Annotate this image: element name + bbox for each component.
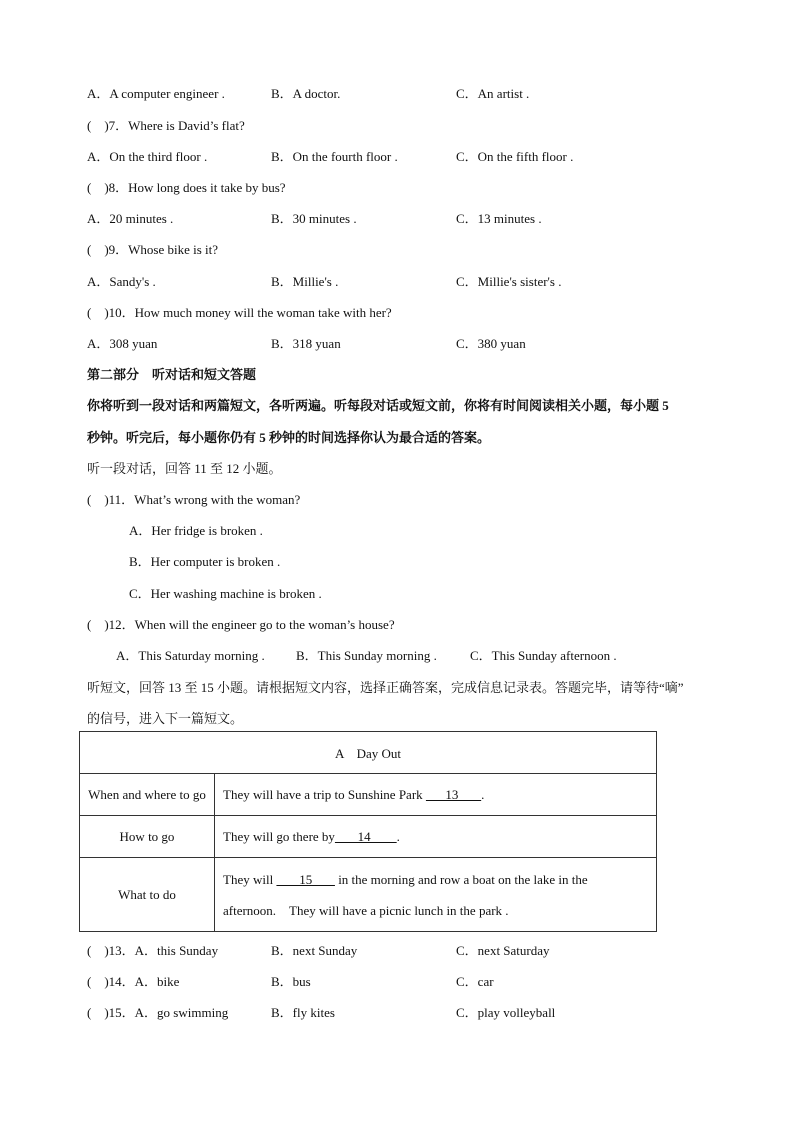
q15-option-c: C．play volleyball	[456, 1005, 556, 1020]
row-content-what	[215, 858, 657, 932]
row-content-when-where	[215, 774, 657, 816]
q14-option-c: C．car	[456, 974, 494, 989]
q12-stem: ( )12．When will the engineer go to the woman’s house?	[87, 617, 395, 632]
q8-stem: ( )8．How long does it take by bus?	[87, 180, 286, 195]
q10-option-c: C．380 yuan	[456, 336, 526, 351]
q14-option-b: B．bus	[271, 974, 311, 989]
table-title: A Day Out	[80, 732, 657, 774]
q11-option-a: A．Her fridge is broken .	[129, 523, 263, 538]
q6-option-b: B．A doctor.	[271, 86, 341, 101]
q11-option-c: C．Her washing machine is broken .	[129, 586, 322, 601]
q10-option-b: B．318 yuan	[271, 336, 341, 351]
passage-intro-line2: 的信号，进入下一篇短文。	[87, 711, 244, 726]
row3-line2: afternoon. They will have a picnic lunch in the park .	[223, 902, 509, 918]
row-label-how: How to go	[80, 816, 215, 858]
q14-stem: ( )14．A．bike	[87, 974, 180, 989]
passage-intro-line1: 听短文，回答 13 至 15 小题。请根据短文内容，选择正确答案，完成信息记录表。答题完毕，请等待“嘀”	[87, 680, 684, 695]
blank-13: 13	[425, 786, 482, 802]
q12-option-c: C．This Sunday afternoon .	[470, 648, 617, 663]
dialogue-intro: 听一段对话，回答 11 至 12 小题。	[87, 461, 282, 476]
q7-option-c: C．On the fifth floor .	[456, 149, 574, 164]
row1-end: .	[481, 786, 485, 802]
q10-option-a: A．308 yuan	[87, 336, 158, 351]
blank-15: 15	[276, 871, 335, 887]
q15-option-b: B．fly kites	[271, 1005, 335, 1020]
row-label-when-where: When and where to go	[80, 774, 215, 816]
row3-text1: They will	[223, 871, 277, 887]
q9-stem: ( )9．Whose bike is it?	[87, 242, 219, 257]
row-content-how	[215, 816, 657, 858]
q10-stem: ( )10．How much money will the woman take with her?	[87, 305, 392, 320]
q7-stem: ( )7．Where is David’s flat?	[87, 118, 245, 133]
info-record-table	[79, 731, 657, 932]
q8-option-a: A．20 minutes .	[87, 211, 174, 226]
row2-text: They will go there by	[223, 828, 335, 844]
q11-option-b: B．Her computer is broken .	[129, 554, 281, 569]
q7-option-b: B．On the fourth floor .	[271, 149, 398, 164]
q13-stem: ( )13．A．this Sunday	[87, 943, 219, 958]
q8-option-b: B．30 minutes .	[271, 211, 357, 226]
row1-text: They will have a trip to Sunshine Park	[223, 786, 426, 802]
row3-text2: in the morning and row a boat on the lake in the	[334, 871, 588, 887]
q12-option-b: B．This Sunday morning .	[296, 648, 437, 663]
q9-option-b: B．Millie's .	[271, 274, 339, 289]
part2-heading: 第二部分 听对话和短文答题	[87, 367, 257, 382]
q13-option-b: B．next Sunday	[271, 943, 358, 958]
q11-stem: ( )11．What’s wrong with the woman?	[87, 492, 301, 507]
q9-option-c: C．Millie's sister's .	[456, 274, 562, 289]
q6-option-a: A．A computer engineer .	[87, 86, 225, 101]
q13-option-c: C．next Saturday	[456, 943, 550, 958]
blank-14: 14	[334, 828, 397, 844]
q8-option-c: C．13 minutes .	[456, 211, 542, 226]
q6-option-c: C．An artist .	[456, 86, 530, 101]
q7-option-a: A．On the third floor .	[87, 149, 208, 164]
q12-option-a: A．This Saturday morning .	[116, 648, 265, 663]
part2-instruction-line2: 秒钟。听完后，每小题你仍有 5 秒钟的时间选择你认为最合适的答案。	[87, 430, 491, 445]
q9-option-a: A．Sandy's .	[87, 274, 156, 289]
part2-instruction-line1: 你将听到一段对话和两篇短文，各听两遍。听每段对话或短文前，你将有时间阅读相关小题，每小题 5	[87, 398, 669, 413]
q15-stem: ( )15．A．go swimming	[87, 1005, 229, 1020]
row-label-what: What to do	[80, 858, 215, 932]
row2-end: .	[396, 828, 400, 844]
